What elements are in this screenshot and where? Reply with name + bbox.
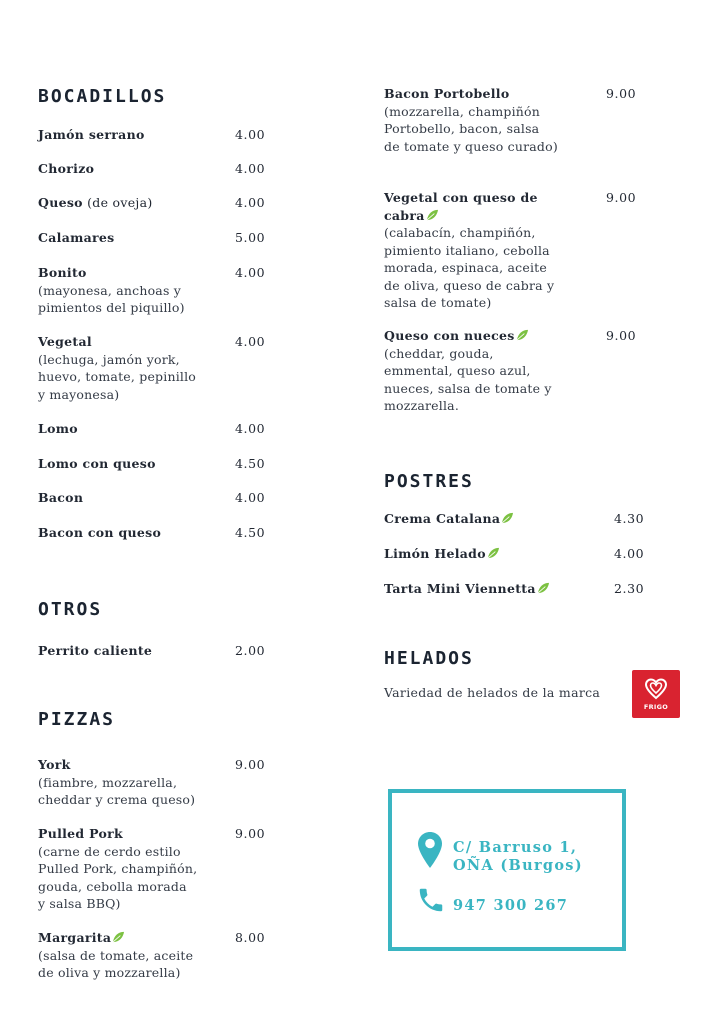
menu-item	[38, 420, 278, 438]
item-name: Calamares	[38, 230, 115, 245]
item-name: Bacon Portobello	[384, 86, 510, 101]
item-name: Tarta Mini Viennetta	[384, 581, 550, 596]
menu-item	[38, 264, 278, 317]
item-name: Queso (de oveja)	[38, 195, 153, 210]
item-description: (mayonesa, anchoas y pimientos del piquillo)	[38, 282, 185, 315]
item-price: 4.00	[235, 127, 266, 142]
menu-item	[384, 189, 648, 312]
vegetarian-leaf-icon	[112, 931, 125, 943]
vegetarian-leaf-icon	[516, 329, 529, 341]
item-price: 9.00	[606, 190, 637, 205]
helados-heading: HELADOS	[384, 648, 474, 669]
item-price: 4.30	[614, 511, 645, 526]
menu-item	[38, 333, 278, 403]
helados-description: Variedad de helados de la marca	[384, 685, 601, 700]
menu-item	[38, 455, 278, 473]
item-price: 9.00	[606, 86, 637, 101]
menu-item	[384, 580, 648, 598]
menu-item	[38, 524, 278, 542]
item-note: (de oveja)	[82, 195, 153, 210]
vegetarian-leaf-icon	[426, 209, 439, 221]
item-name: Bacon con queso	[38, 525, 162, 540]
item-name: Chorizo	[38, 161, 95, 176]
menu-item	[38, 929, 278, 982]
vegetarian-leaf-icon	[487, 547, 500, 559]
item-price: 9.00	[606, 328, 637, 343]
item-price: 2.30	[614, 581, 645, 596]
frigo-logo-text: FRIGO	[643, 703, 669, 711]
menu-item	[384, 85, 648, 155]
item-name: Jamón serrano	[38, 127, 145, 142]
item-description: (calabacín, champiñón, pimiento italiano, cebolla morada, espinaca, aceite de oliva, queso de cabra y salsa de tomate)	[384, 225, 555, 310]
menu-item	[38, 229, 278, 247]
item-name: Bonito	[38, 265, 87, 280]
menu-item	[38, 194, 278, 212]
contact-box	[388, 789, 626, 951]
item-price: 4.00	[235, 265, 266, 280]
phone-number: 947 300 267	[453, 897, 569, 914]
item-description: (cheddar, gouda, emmental, queso azul, nueces, salsa de tomate y mozzarella.	[384, 345, 552, 413]
item-name: Queso con nueces	[384, 327, 559, 345]
vegetarian-leaf-icon	[501, 512, 514, 524]
item-price: 9.00	[235, 826, 266, 841]
item-price: 4.00	[235, 334, 266, 349]
item-description: (lechuga, jamón york, huevo, tomate, pepinillo y mayonesa)	[38, 351, 197, 402]
item-name: Lomo con queso	[38, 456, 156, 471]
otros-heading: OTROS	[38, 599, 103, 620]
location-pin-icon	[417, 831, 443, 869]
frigo-heart-icon	[644, 677, 668, 701]
address-line-1: C/ Barruso 1,	[453, 839, 578, 856]
item-price: 4.00	[614, 546, 645, 561]
item-price: 2.00	[235, 643, 266, 658]
item-description: (carne de cerdo estilo Pulled Pork, champiñón, gouda, cebolla morada y salsa BBQ)	[38, 843, 198, 911]
item-name: Crema Catalana	[384, 511, 514, 526]
menu-item	[38, 160, 278, 178]
item-name: Perrito caliente	[38, 643, 153, 658]
item-price: 4.00	[235, 195, 266, 210]
menu-item	[384, 327, 648, 415]
item-price: 9.00	[235, 757, 266, 772]
bocadillos-heading: BOCADILLOS	[38, 86, 167, 107]
item-name: Bacon	[38, 490, 84, 505]
menu-item	[38, 642, 278, 660]
item-price: 4.00	[235, 161, 266, 176]
item-price: 4.50	[235, 525, 266, 540]
item-price: 4.00	[235, 490, 266, 505]
menu-item	[384, 510, 648, 528]
menu-item	[38, 126, 278, 144]
vegetarian-leaf-icon	[537, 582, 550, 594]
item-name: Vegetal con queso de cabra	[384, 190, 538, 223]
item-name: Limón Helado	[384, 546, 500, 561]
menu-item	[38, 825, 278, 913]
item-name: York	[38, 757, 71, 772]
address-line-2: OÑA (Burgos)	[453, 857, 583, 874]
item-price: 4.00	[235, 421, 266, 436]
item-description: (salsa de tomate, aceite de oliva y mozzarella)	[38, 947, 194, 980]
item-price: 4.50	[235, 456, 266, 471]
item-name: Pulled Pork	[38, 826, 123, 841]
item-description: (mozzarella, champiñón Portobello, bacon, salsa de tomate y queso curado)	[384, 103, 558, 154]
phone-icon	[416, 885, 446, 915]
menu-item	[38, 756, 278, 809]
frigo-logo	[632, 670, 680, 718]
item-name: Margarita	[38, 929, 198, 947]
pizzas-heading: PIZZAS	[38, 709, 116, 730]
postres-heading: POSTRES	[384, 471, 474, 492]
item-price: 5.00	[235, 230, 266, 245]
menu-item	[38, 489, 278, 507]
item-name: Lomo	[38, 421, 78, 436]
menu-item	[384, 545, 648, 563]
item-name: Vegetal	[38, 334, 92, 349]
item-price: 8.00	[235, 930, 266, 945]
item-description: (fiambre, mozzarella, cheddar y crema queso)	[38, 774, 196, 807]
